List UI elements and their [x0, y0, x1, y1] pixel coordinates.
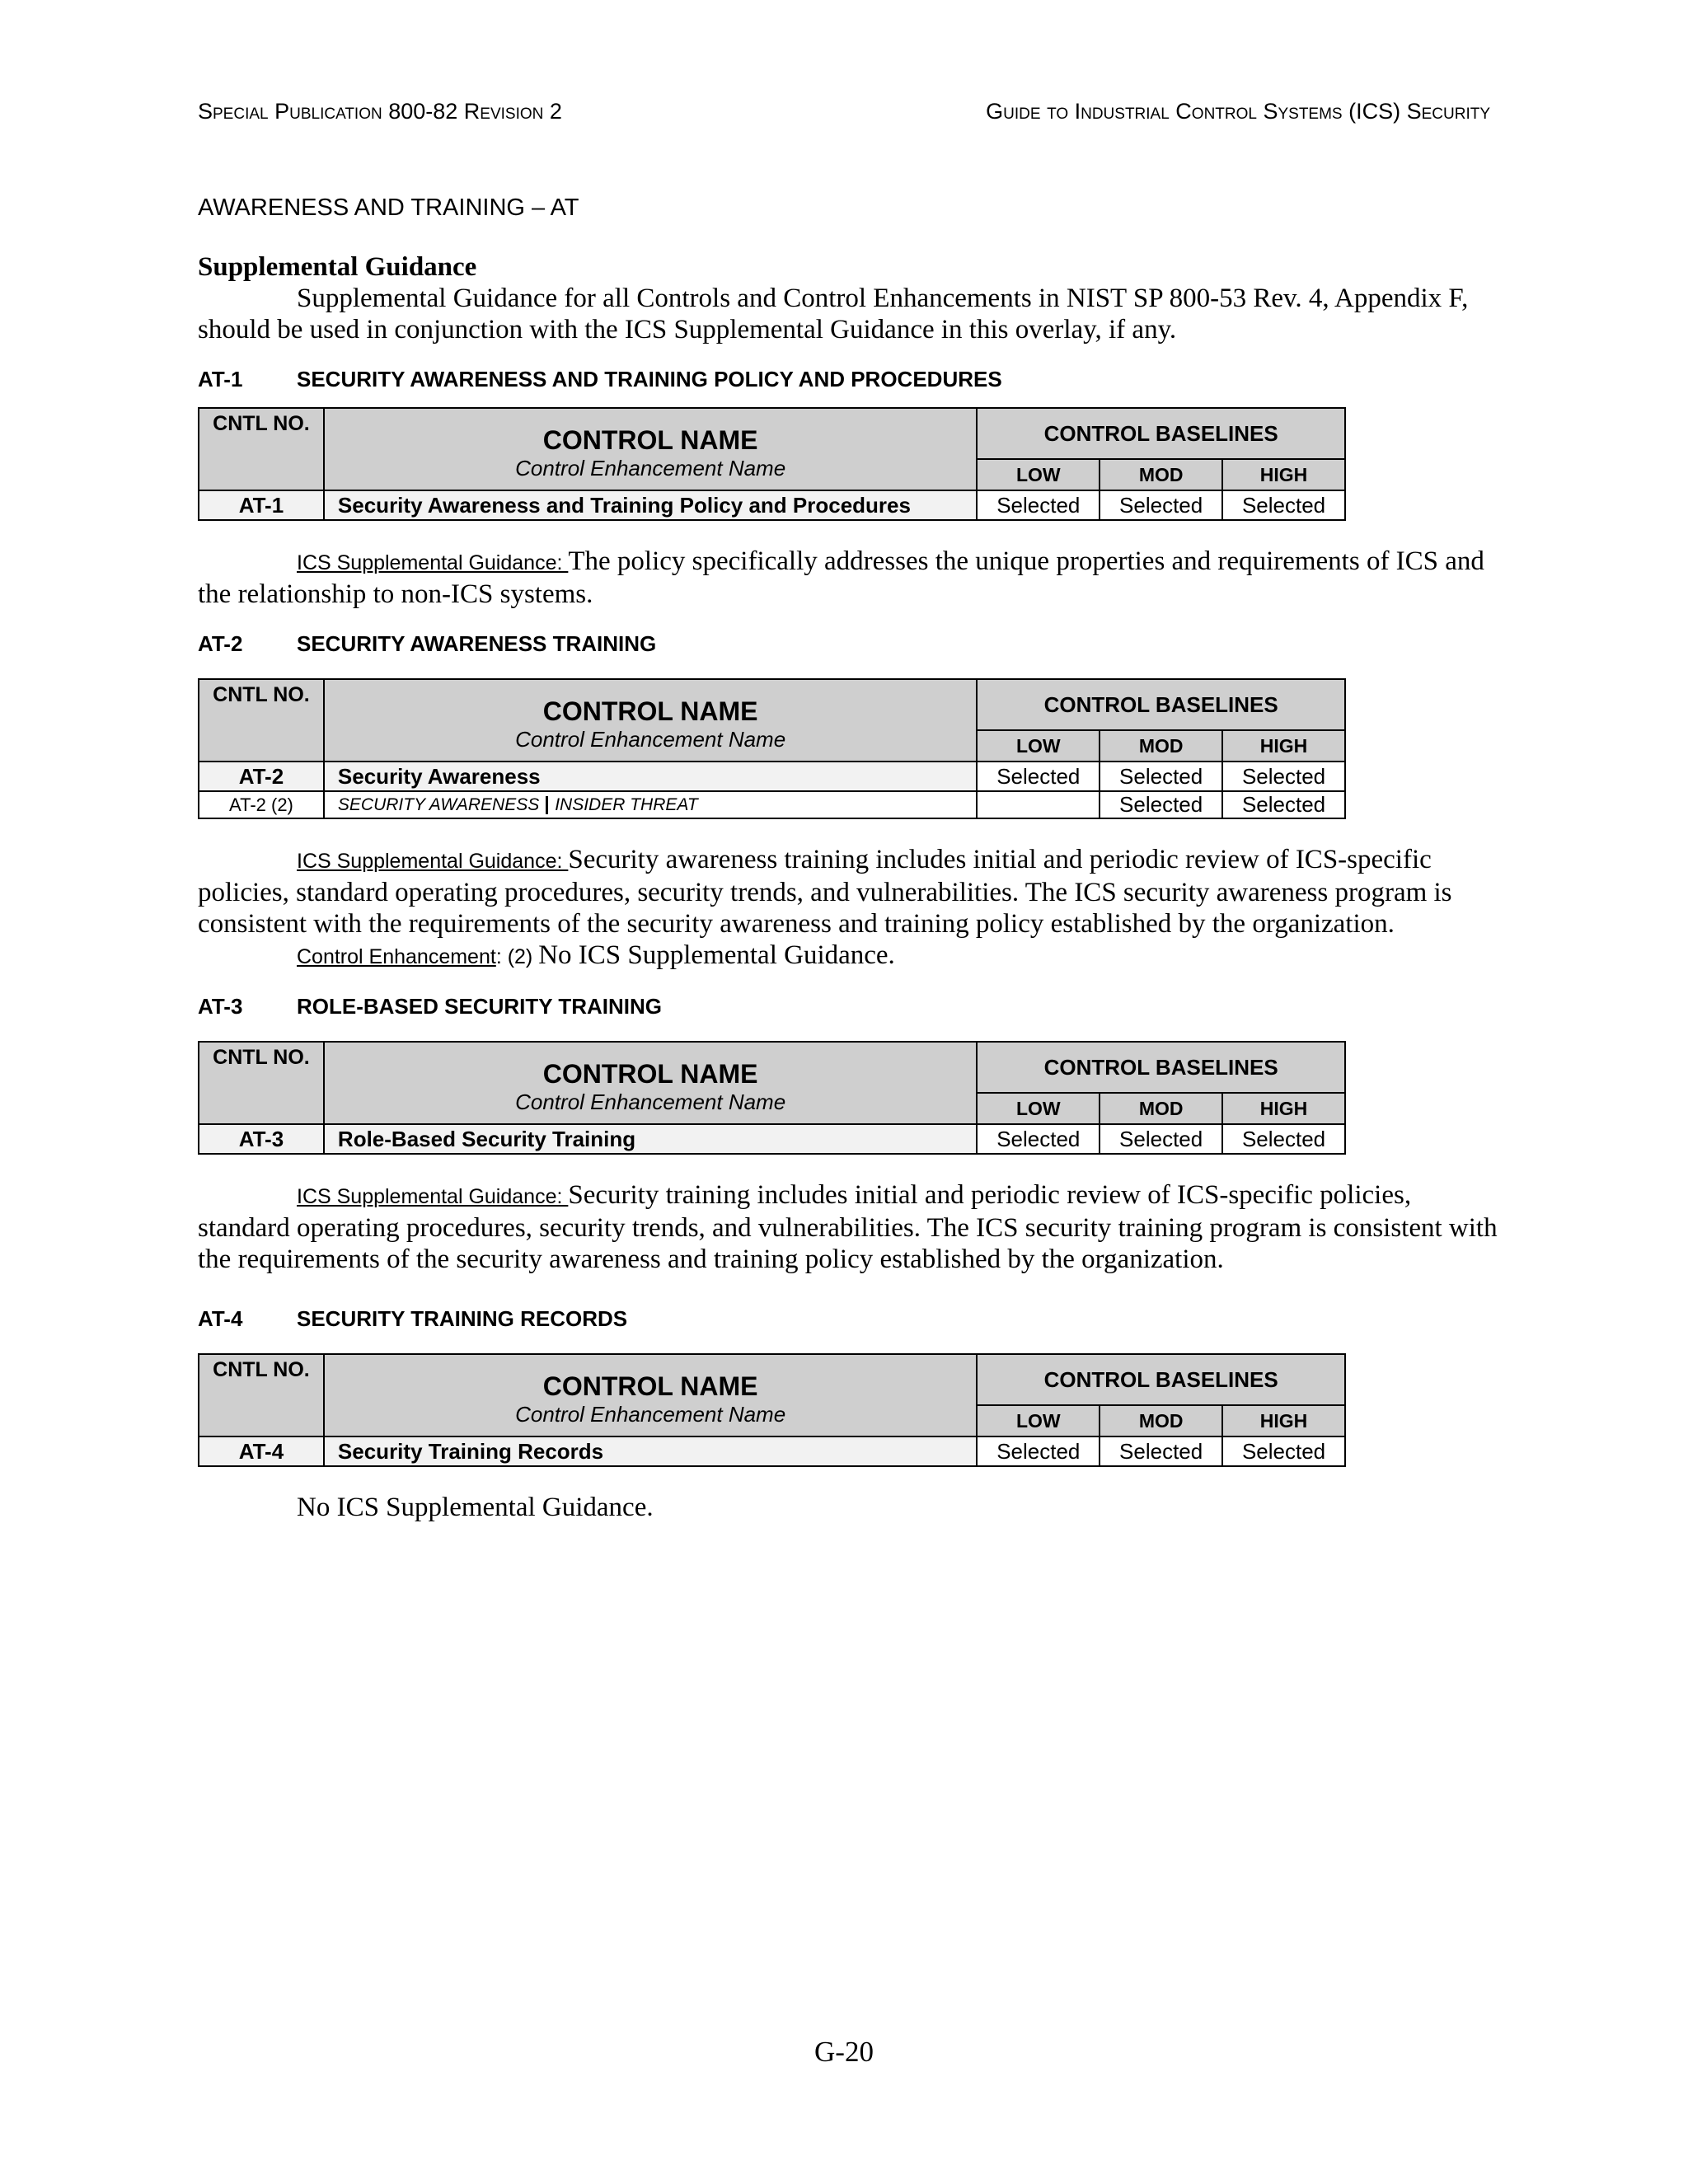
control-title: ROLE-BASED SECURITY TRAINING: [297, 994, 662, 1019]
control-name-header: [324, 1354, 977, 1436]
supplemental-heading: Supplemental Guidance: [198, 252, 477, 282]
page-content: [198, 194, 1500, 1523]
control-baselines-header: CONTROL BASELINES: [977, 679, 1345, 730]
mod-header: MOD: [1100, 1405, 1222, 1436]
enhancement-name-label: Control Enhancement Name: [515, 456, 786, 480]
control-baselines-header: CONTROL BASELINES: [977, 1354, 1345, 1405]
high-header: HIGH: [1222, 459, 1345, 490]
row-cntl-no: AT-1: [199, 490, 324, 520]
control-name-label: CONTROL NAME: [542, 1059, 758, 1089]
control-title: SECURITY TRAINING RECORDS: [297, 1306, 628, 1331]
ics-guidance-at-3: [198, 1179, 1500, 1275]
enhancement-name-a: SECURITY AWARENESS: [337, 794, 540, 814]
guidance-text: Security awareness training includes initial and periodic review of ICS-specific policies, standard operating procedures, security trends, and vulnerabilities. The ICS security awareness program is consistent with the requirements of the security awareness and training policy established by the organization.: [198, 845, 1452, 939]
control-baselines-header: CONTROL BASELINES: [977, 1042, 1345, 1093]
control-table-at-1: [198, 407, 1346, 521]
control-name-header: [324, 1042, 977, 1124]
row-control-name: Security Awareness: [324, 762, 977, 791]
enhancement-name-b: INSIDER THREAT: [555, 794, 698, 814]
guidance-text: Security training includes initial and periodic review of ICS-specific policies, standard operating procedures, security trends, and vulnerabilities. The ICS security training program is consistent with the requirements of the security awareness and training policy established by the organization.: [198, 1180, 1498, 1274]
control-title: SECURITY AWARENESS TRAINING: [297, 631, 657, 656]
row-high: Selected: [1222, 791, 1345, 818]
control-name-label: CONTROL NAME: [542, 696, 758, 726]
header-right: Guide to Industrial Control Systems (ICS) Security: [986, 99, 1490, 124]
row-high: Selected: [1222, 1436, 1345, 1466]
row-cntl-no: AT-3: [199, 1124, 324, 1154]
at-4-note: No ICS Supplemental Guidance.: [297, 1493, 654, 1522]
guidance-label: ICS Supplemental Guidance:: [297, 850, 569, 873]
row-control-name: Role-Based Security Training: [324, 1124, 977, 1154]
control-heading-at-4: [198, 1306, 1500, 1332]
control-id: AT-4: [198, 1306, 243, 1331]
table-row: [199, 1436, 1345, 1466]
low-header: LOW: [977, 1093, 1100, 1124]
running-header: [198, 99, 1490, 132]
row-mod: Selected: [1100, 791, 1222, 818]
cntl-no-header: CNTL NO.: [199, 408, 324, 490]
table-row: [199, 762, 1345, 791]
table-row: [199, 1124, 1345, 1154]
guidance-label: ICS Supplemental Guidance:: [297, 1185, 569, 1208]
control-id: AT-3: [198, 994, 243, 1019]
mod-header: MOD: [1100, 730, 1222, 762]
family-title: AWARENESS AND TRAINING – AT: [198, 194, 579, 221]
row-high: Selected: [1222, 762, 1345, 791]
cntl-no-header: CNTL NO.: [199, 1042, 324, 1124]
enhancement-number: : (2): [495, 945, 539, 968]
control-table-at-4: [198, 1353, 1346, 1467]
mod-header: MOD: [1100, 1093, 1222, 1124]
control-name-header: [324, 408, 977, 490]
low-header: LOW: [977, 459, 1100, 490]
table-row: [199, 490, 1345, 520]
row-low: Selected: [977, 490, 1100, 520]
row-cntl-no: AT-2 (2): [199, 791, 324, 818]
enhancement-text: No ICS Supplemental Guidance.: [538, 940, 895, 970]
guidance-label: ICS Supplemental Guidance:: [297, 551, 569, 574]
separator-bar: [546, 796, 548, 814]
high-header: HIGH: [1222, 1405, 1345, 1436]
cntl-no-header: CNTL NO.: [199, 679, 324, 762]
row-mod: Selected: [1100, 762, 1222, 791]
row-cntl-no: AT-4: [199, 1436, 324, 1466]
control-heading-at-1: [198, 367, 1500, 392]
control-title: SECURITY AWARENESS AND TRAINING POLICY AND PROCEDURES: [297, 367, 1002, 391]
enhancement-name-label: Control Enhancement Name: [515, 1402, 786, 1427]
ics-guidance-at-1: [198, 546, 1500, 610]
enhancement-name-label: Control Enhancement Name: [515, 727, 786, 752]
low-header: LOW: [977, 730, 1100, 762]
control-id: AT-1: [198, 367, 243, 391]
control-heading-at-3: [198, 994, 1500, 1019]
control-name-label: CONTROL NAME: [542, 425, 758, 455]
high-header: HIGH: [1222, 1093, 1345, 1124]
cntl-no-header: CNTL NO.: [199, 1354, 324, 1436]
table-row: [199, 791, 1345, 818]
high-header: HIGH: [1222, 730, 1345, 762]
control-enhancement-note: [198, 940, 1500, 972]
row-mod: Selected: [1100, 1124, 1222, 1154]
row-high: Selected: [1222, 490, 1345, 520]
row-low: Selected: [977, 1436, 1100, 1466]
control-table-at-2: [198, 678, 1346, 819]
row-control-name: Security Training Records: [324, 1436, 977, 1466]
enhancement-label: Control Enhancement: [297, 945, 496, 968]
control-name-header: [324, 679, 977, 762]
row-low: Selected: [977, 762, 1100, 791]
row-enhancement-name: [324, 791, 977, 818]
page-number: G-20: [814, 2036, 874, 2068]
low-header: LOW: [977, 1405, 1100, 1436]
enhancement-name-label: Control Enhancement Name: [515, 1090, 786, 1114]
guidance-text: The policy specifically addresses the unique properties and requirements of ICS and the relationship to non-ICS systems.: [198, 546, 1484, 609]
row-low: [977, 791, 1100, 818]
mod-header: MOD: [1100, 459, 1222, 490]
row-mod: Selected: [1100, 490, 1222, 520]
row-control-name: Security Awareness and Training Policy and Procedures: [324, 490, 977, 520]
supplemental-text: Supplemental Guidance for all Controls and Control Enhancements in NIST SP 800-53 Rev. 4, Appendix F, should be used in conjunction with the ICS Supplemental Guidance in this overlay, if any.: [198, 284, 1469, 344]
row-high: Selected: [1222, 1124, 1345, 1154]
row-mod: Selected: [1100, 1436, 1222, 1466]
header-left: Special Publication 800-82 Revision 2: [198, 99, 562, 124]
control-table-at-3: [198, 1041, 1346, 1155]
control-id: AT-2: [198, 631, 243, 656]
control-heading-at-2: [198, 631, 1500, 657]
control-name-label: CONTROL NAME: [542, 1371, 758, 1401]
control-baselines-header: CONTROL BASELINES: [977, 408, 1345, 459]
row-cntl-no: AT-2: [199, 762, 324, 791]
ics-guidance-at-2: [198, 844, 1500, 940]
row-low: Selected: [977, 1124, 1100, 1154]
